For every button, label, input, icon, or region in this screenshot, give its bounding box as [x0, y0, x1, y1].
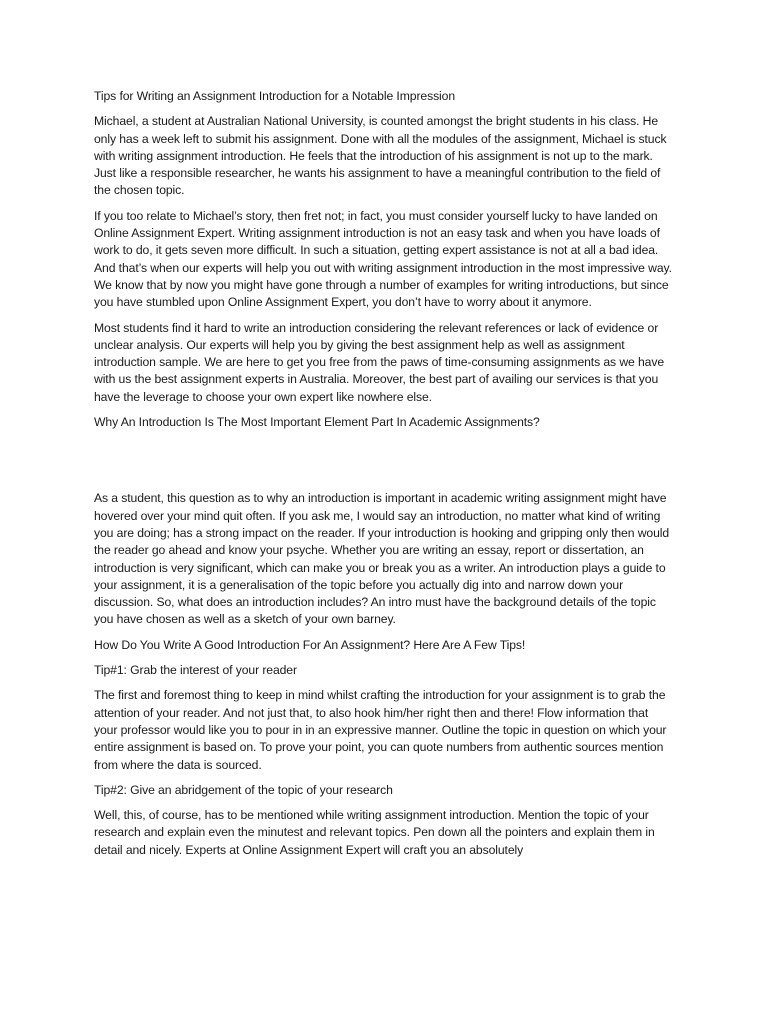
- blank-space: [94, 439, 674, 490]
- document-title: Tips for Writing an Assignment Introduction for a Notable Impression: [94, 89, 456, 103]
- tip1-heading: Tip#1: Grab the interest of your reader: [94, 663, 297, 678]
- section-heading-how: How Do You Write A Good Introduction For An Assignment? Here Are A Few Tips!: [94, 637, 526, 652]
- intro-paragraph-2: If you too relate to Michael’s story, then fret not; in fact, you must consider yourself lucky to have landed on Online Assignment Expert. Writing assignment introduction is not an easy task and when you have loads of work to do, it gets seven more difficult. In such a situation, getting expert assistance is not at all a bad idea. And that’s when our experts will help you out with writing assignment introduction in the most impressive way. We know that by now you might have gone through a number of examples for writing introductions, but since you have stumbled upon Online Assignment Expert, you don’t have to worry about it anymore.: [94, 208, 672, 310]
- intro-paragraph-1: Michael, a student at Australian National University, is counted amongst the bright students in his class. He only has a week left to submit his assignment. Done with all the modules of the assignment, Michael is stuck with writing assignment introduction. He feels that the introduction of his assignment is not up to the mark. Just like a responsible researcher, he wants his assignment to have a meaningful contribution to the field of the chosen topic.: [94, 114, 667, 198]
- tip1-paragraph: The first and foremost thing to keep in mind whilst crafting the introduction for your assignment is to grab the attention of your reader. And not just that, to also hook him/her right then and there! Flow information that your professor would like you to pour in in an expressive manner. Outline the topic in question on which your entire assignment is based on. To prove your point, you can quote numbers from authentic sources mention from where the data is sourced.: [94, 688, 667, 772]
- tip2-heading: Tip#2: Give an abridgement of the topic of your research: [94, 782, 393, 797]
- section-heading-why: Why An Introduction Is The Most Important Element Part In Academic Assignments?: [94, 415, 540, 430]
- intro-paragraph-3: Most students find it hard to write an introduction considering the relevant references or lack of evidence or unclear analysis. Our experts will help you by giving the best assignment help as well as assignment introduction sample. We are here to get you free from the paws of time-consuming assignments as we have with us the best assignment experts in Australia. Moreover, the best part of availing our services is that you have the leverage to choose your own expert like nowhere else.: [94, 320, 665, 404]
- tip2-paragraph: Well, this, of course, has to be mentioned while writing assignment introduction. Mention the topic of your research and explain even the minutest and relevant topics. Pen down all the pointers and explain them in detail and nicely. Experts at Online Assignment Expert will craft you an absolutely: [94, 808, 655, 857]
- why-paragraph: As a student, this question as to why an introduction is important in academic writing assignment might have hovered over your mind quit often. If you ask me, I would say an introduction, no matter what kind of writing you are doing; has a strong impact on the reader. If your introduction is hooking and gripping only then would the reader go ahead and know your psyche. Whether you are writing an essay, report or dissertation, an introduction is very significant, which can make you or break you as a writer. An introduction plays a guide to your assignment, it is a generalisation of the topic before you actually dig into and narrow down your discussion. So, what does an introduction includes? An intro must have the background details of the topic you have chosen as well as a sketch of your own barney.: [94, 491, 670, 627]
